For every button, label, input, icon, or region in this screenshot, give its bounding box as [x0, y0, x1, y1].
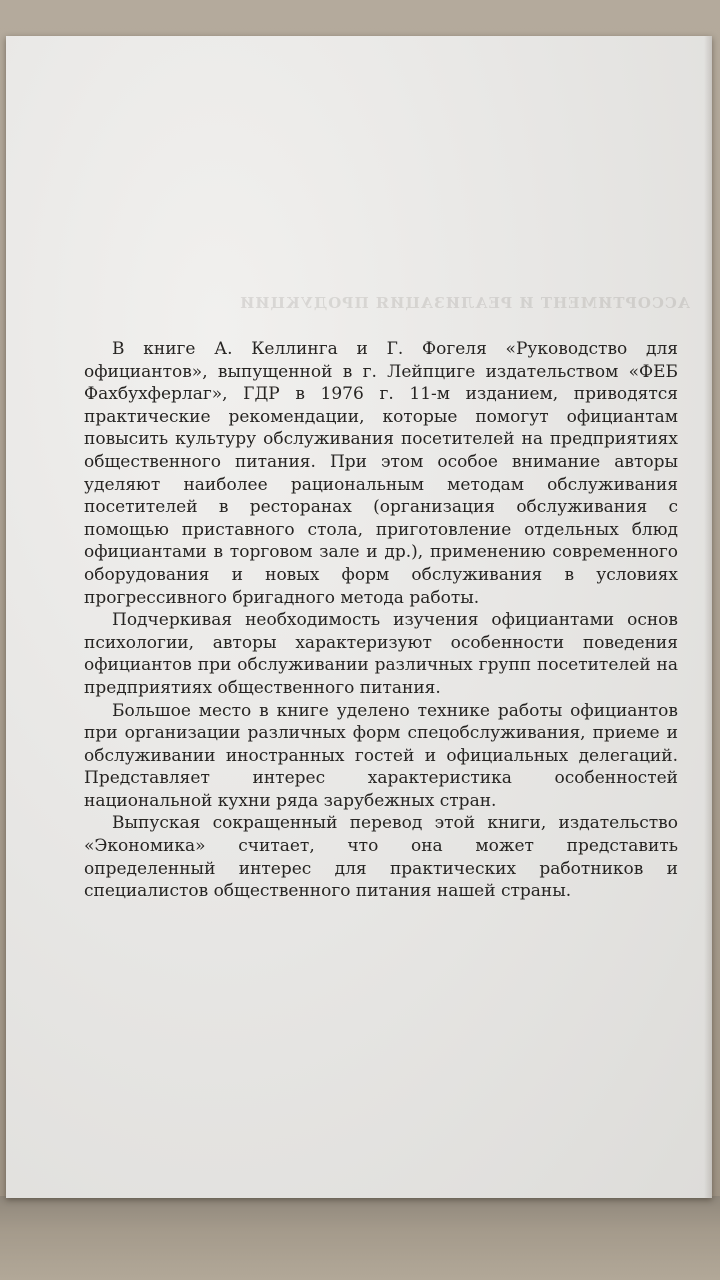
- paragraph-4: Выпуская сокращенный перевод этой книги, издательство «Экономика» считает, что она может представить определенный интерес для практических работников и специалистов общественного питания нашей страны.: [84, 813, 678, 902]
- table-edge: [0, 1196, 720, 1280]
- paragraph-1: В книге А. Келлинга и Г. Фогеля «Руководство для официантов», выпущенной в г. Лейпциге издательством «ФЕБ Фахбухферлаг», ГДР в 1976 г. 11-м изданием, приводятся практические рекомендации, которые помогут официантам повысить культуру обслуживания посетителей на предприятиях общественного питания. При этом особое внимание авторы уделяют наиболее рациональным методам обслуживания посетителей в ресторанах (организация обслуживания с помощью приставного стола, приготовление отдельных блюд официантами в торговом зале и др.), применению современного оборудования и новых форм обслуживания в условиях прогрессивного бригадного метода работы.: [84, 339, 678, 608]
- show-through-title: АССОРТИМЕНТ И РЕАЛИЗАЦИЯ ПРОДУКЦИИ: [239, 294, 690, 312]
- show-through-heading-block: [90, 291, 690, 315]
- book-page: [6, 36, 712, 1198]
- paragraph-3: Большое место в книге уделено технике работы официантов при организации различных форм спецобслуживания, приеме и обслуживании иностранных гостей и официальных делегаций. Представляет интерес характеристика особенностей национальной кухни ряда зарубежных стран.: [84, 700, 678, 811]
- body-text: [84, 338, 678, 903]
- paragraph-2: Подчеркивая необходимость изучения официантами основ психологии, авторы характеризуют особенности поведения официантов при обслуживании различных групп посетителей на предприятиях общественного питания.: [84, 610, 678, 698]
